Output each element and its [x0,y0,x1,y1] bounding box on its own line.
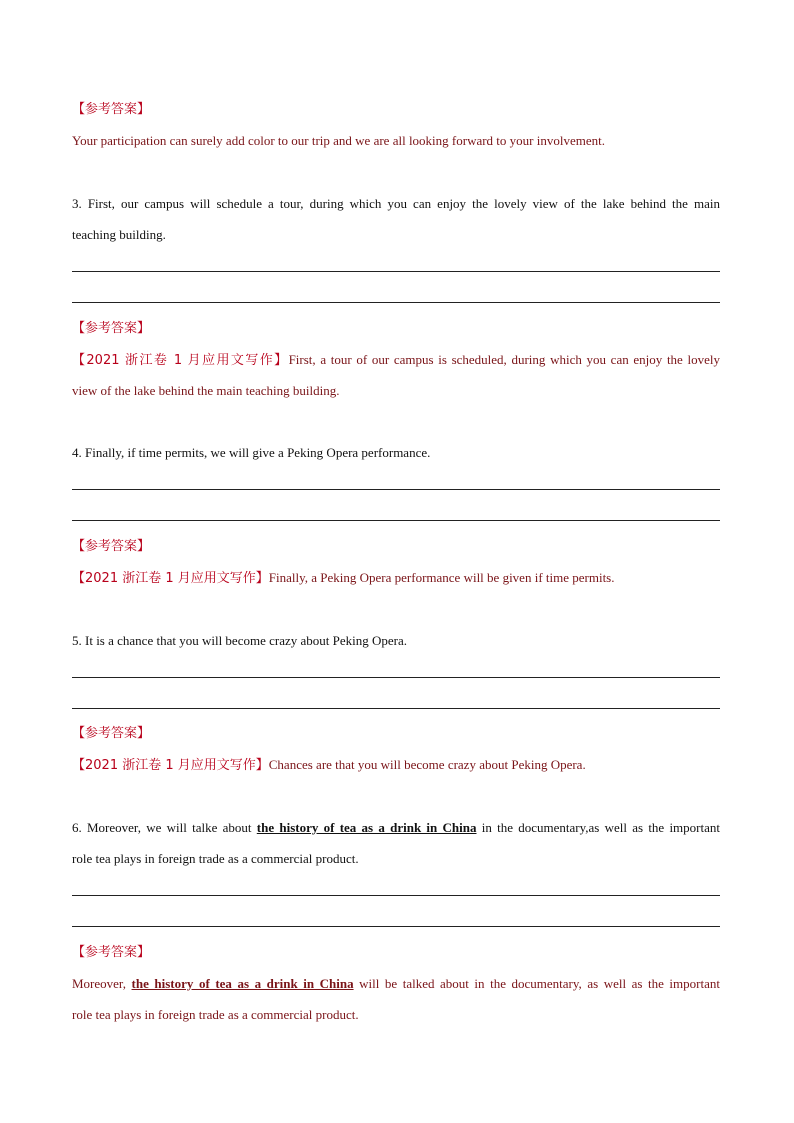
answer-blank-line[interactable] [72,489,720,490]
answer-text-4 [72,569,720,588]
answer-6-highlight: the history of tea as a drink in China [131,976,354,991]
answer-blank-line[interactable] [72,677,720,678]
answer-text-3-line-2: view of the lake behind the main teaching building. [72,383,340,398]
question-6-pre: 6. Moreover, we will talke about [72,820,257,835]
answer-text-2: Your participation can surely add color to our trip and we are all looking forward to your involvement. [72,133,605,148]
answer-6-pre: Moreover, [72,976,132,991]
question-3-line-1: 3. First, our campus will schedule a tour, during which you can enjoy the lovely view of the lake behind the main [72,196,720,211]
answer-text-6-line-2: role tea plays in foreign trade as a commercial product. [72,1007,359,1022]
question-6-line-2: role tea plays in foreign trade as a commercial product. [72,851,359,866]
answer-text-3-line-1 [72,351,720,370]
question-6-highlight: the history of tea as a drink in China [256,820,477,835]
source-tag: 【2021 浙江卷 1 月应用文写作】 [72,353,289,368]
answer-label: 【参考答案】 [72,726,151,741]
answer-blank-line[interactable] [72,708,720,709]
question-5: 5. It is a chance that you will become crazy about Peking Opera. [72,633,407,648]
answer-blank-line[interactable] [72,895,720,896]
answer-label: 【参考答案】 [72,945,151,960]
answer-6-post: will be talked about in the documentary, as well as the important [353,976,720,991]
question-6-line-1 [72,819,720,837]
source-tag: 【2021 浙江卷 1 月应用文写作】 [72,758,269,773]
answer-label: 【参考答案】 [72,539,151,554]
answer-label: 【参考答案】 [72,321,151,336]
question-4: 4. Finally, if time permits, we will give a Peking Opera performance. [72,445,431,460]
answer-text-5-part: Chances are that you will become crazy about Peking Opera. [268,757,586,772]
source-tag: 【2021 浙江卷 1 月应用文写作】 [72,571,269,586]
answer-blank-line[interactable] [72,520,720,521]
answer-text-5 [72,756,720,775]
question-6-post: in the documentary,as well as the important [476,820,720,835]
answer-text-3-part: First, a tour of our campus is scheduled, during which you can enjoy the lovely [288,352,720,367]
answer-blank-line[interactable] [72,271,720,272]
answer-label: 【参考答案】 [72,102,151,117]
answer-blank-line[interactable] [72,302,720,303]
question-3-line-2: teaching building. [72,227,166,242]
answer-blank-line[interactable] [72,926,720,927]
answer-text-4-part: Finally, a Peking Opera performance will be given if time permits. [268,570,615,585]
answer-text-6-line-1 [72,975,720,993]
